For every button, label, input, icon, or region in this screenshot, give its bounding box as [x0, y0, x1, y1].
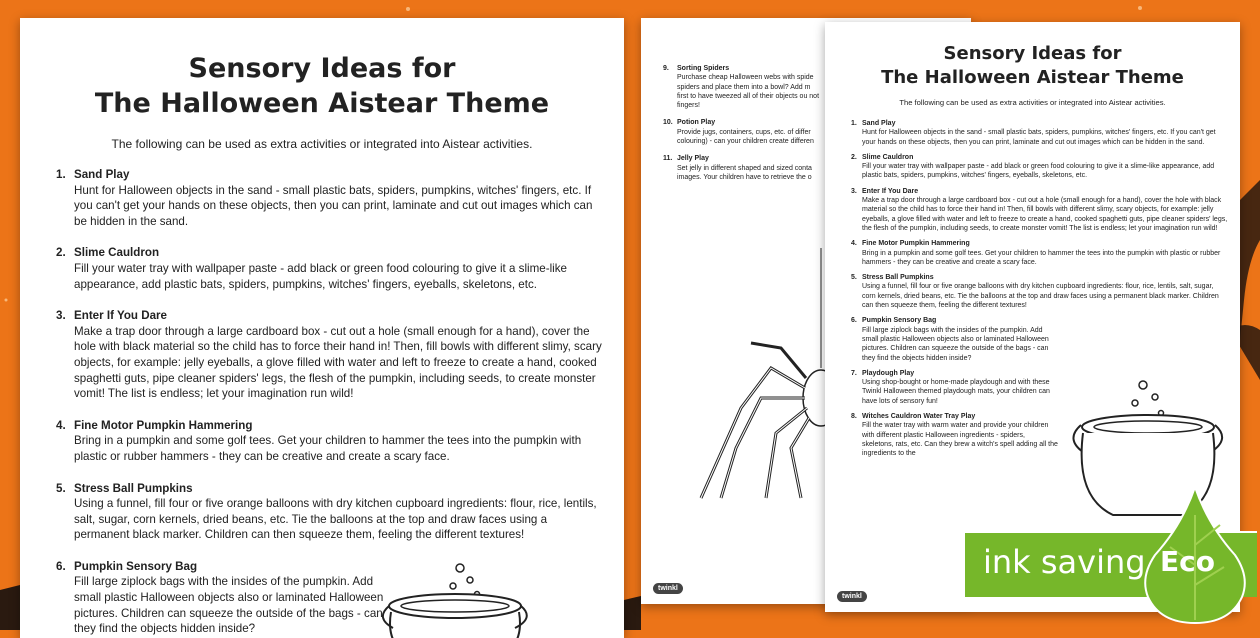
list-item: [56, 308, 604, 402]
list-item: [56, 245, 604, 292]
item-number: 3.: [56, 309, 66, 323]
item-number: 8.: [851, 413, 857, 421]
item-number: 6.: [851, 317, 857, 325]
list-item: [56, 418, 604, 465]
item-number: 10.: [663, 119, 673, 127]
list-item: [851, 119, 1228, 147]
item-text: Hunt for Halloween objects in the sand - small plastic bats, spiders, pumpkins, witches' fingers, etc. If you can't get your hands on these objects, then you can print, laminate and cut out images which can be hidden in the sand.: [74, 183, 593, 228]
list-item: [663, 118, 821, 146]
list-item: [851, 187, 1228, 233]
intro-text: The following can be used as extra activities or integrated into Aistear activities.: [899, 98, 1166, 107]
item-text: Using a funnel, fill four or five orange balloons with dry kitchen cupboard ingredients: flour, rice, lentils, salt, sugar, corn kernels, dried beans, etc. Tie the balloons at the top and draw faces using a permanent black marker. Children can then squeeze them, feeling the different textures!: [74, 497, 597, 542]
item-title: Pumpkin Sensory Bag: [74, 559, 198, 573]
item-text: Fill large ziplock bags with the insides of the pumpkin. Add small plastic Halloween objects also or laminated Halloween pictures. Children can squeeze the outside of the bags - can they find the objects hidden inside?: [74, 575, 384, 636]
page-title: [20, 18, 624, 121]
item-title: Fine Motor Pumpkin Hammering: [862, 240, 970, 248]
item-title: Sand Play: [862, 120, 896, 127]
item-number: 5.: [56, 481, 66, 495]
item-title: Stress Ball Pumpkins: [74, 481, 193, 495]
item-title: Enter If You Dare: [74, 309, 167, 323]
item-title: Potion Play: [677, 119, 716, 127]
list-item: [56, 481, 604, 543]
item-title: Pumpkin Sensory Bag: [862, 317, 937, 325]
item-number: 11.: [663, 155, 673, 163]
item-text: Using shop-bought or home-made playdough and with these Twinkl Halloween themed playdough mats, your children can have lots of sensory fun!: [862, 379, 1050, 405]
item-title: Enter If You Dare: [862, 187, 919, 195]
item-text: Bring in a pumpkin and some golf tees. Get your children to hammer the tees into the pumpkin with plastic or rubber hammers - they can be creative and create a scary face.: [74, 434, 582, 463]
item-number: 9.: [663, 65, 669, 72]
item-title: Slime Cauldron: [862, 153, 914, 161]
title-line-1: Sensory Ideas for: [943, 43, 1122, 64]
item-text: Fill large ziplock bags with the insides of the pumpkin. Add small plastic Halloween objects also or laminated Halloween pictures. Children can squeeze the outside of the bags - can they find the objects hidden inside?: [862, 326, 1049, 362]
item-number: 4.: [851, 240, 857, 248]
item-number: 3.: [851, 187, 857, 195]
item-title: Fine Motor Pumpkin Hammering: [74, 418, 253, 432]
cauldron-illustration: [365, 558, 545, 638]
list-item: [663, 64, 821, 110]
title-line-2: The Halloween Aistear Theme: [881, 67, 1184, 88]
intro-text: The following can be used as extra activities or integrated into Aistear activities.: [111, 137, 533, 151]
item-title: Slime Cauldron: [74, 246, 160, 260]
worksheet-page-1: [20, 18, 624, 638]
item-number: 1.: [851, 120, 857, 127]
ink-saving-label: ink saving: [983, 543, 1146, 581]
item-text: Using a funnel, fill four or five orange balloons with dry kitchen cupboard ingredients: flour, rice, lentils, salt, sugar, corn kernels, dried beans, etc. Tie the balloons at the top and draw faces using a permanent black marker. Children can then squeeze them, feeling the different textures!: [862, 283, 1219, 310]
item-title: Witches Cauldron Water Tray Play: [862, 413, 976, 421]
list-item: [851, 273, 1228, 310]
twinkl-logo: twinkl: [653, 583, 683, 594]
item-text: Fill your water tray with wallpaper paste - add black or green food colouring to give it a slime-like appearance, add plastic bats, spiders, pumpkins, witches' fingers, eyeballs, skeletons, etc.: [74, 261, 567, 291]
list-item: [663, 154, 821, 182]
item-text: Make a trap door through a large cardboard box - cut out a hole (small enough for a hand), cover the hole with black material so the child has to force their hand in! Then, fill bowls with different slimy, scary objects, for example: jelly eyeballs, a glove filled with water and left to freeze to create a hand, cooked spaghetti guts, pipe cleaner spiders' legs, the flesh of the pumpkin, including seeds, to create monster vomit! The list is endless; let your imagination run wild!: [862, 197, 1228, 232]
item-number: 6.: [56, 559, 66, 573]
eco-label: Eco: [1160, 545, 1215, 578]
item-number: 2.: [851, 153, 857, 161]
item-text: Fill the water tray with warm water and provide your children with different plastic Halloween ingredients - spiders, skeletons, rats, etc. Can they brew a witch's spell adding all the ingredients to the: [862, 422, 1058, 458]
item-text: Purchase cheap Halloween webs with spide spiders and place them into a bowl? Add m first to have tweezed all of their objects ou not fingers!: [677, 74, 820, 110]
item-number: 5.: [851, 274, 857, 282]
list-item: [851, 153, 1228, 181]
twinkl-logo: twinkl: [837, 591, 867, 602]
item-text: Bring in a pumpkin and some golf tees. Get your children to hammer the tees into the pumpkin with plastic or rubber hammers - they can be creative and create a scary face.: [862, 249, 1221, 266]
list-item: [56, 167, 604, 229]
item-title: Playdough Play: [862, 369, 915, 377]
item-number: 2.: [56, 246, 66, 260]
page-title: [825, 22, 1240, 90]
item-text: Fill your water tray with wallpaper paste - add black or green food colouring to give it a slime-like appearance, add plastic bats, spiders, pumpkins, witches' fingers, eyeballs, skeletons, etc.: [862, 163, 1215, 180]
item-title: Sorting Spiders: [677, 65, 730, 72]
item-title: Sand Play: [74, 168, 130, 181]
item-title: Stress Ball Pumpkins: [862, 274, 934, 282]
title-line-1: Sensory Ideas for: [188, 53, 456, 84]
item-text: Hunt for Halloween objects in the sand - small plastic bats, spiders, pumpkins, witches' fingers, etc. If you can't get your hands on these objects, then you can print, laminate and cut out images which can be hidden in the sand.: [862, 129, 1216, 146]
item-title: Jelly Play: [677, 155, 709, 163]
item-number: 4.: [56, 418, 66, 432]
item-text: Provide jugs, containers, cups, etc. of differ colouring) - can your children create differen: [677, 128, 814, 146]
item-number: 7.: [851, 369, 857, 377]
item-text: Make a trap door through a large cardboard box - cut out a hole (small enough for a hand), cover the hole with black material so the child has to force their hand in! Then, fill bowls with different slimy, scary objects, for example: jelly eyeballs, a glove filled with water and left to freeze to create a hand, cooked spaghetti guts, pipe cleaner spiders' legs, the flesh of the pumpkin, including seeds, to create monster vomit! The list is endless; let your imagination run wild!: [74, 324, 602, 401]
title-line-2: The Halloween Aistear Theme: [94, 88, 550, 119]
spider-illustration: [681, 248, 831, 508]
list-item: [851, 239, 1228, 267]
item-number: 1.: [56, 168, 66, 181]
item-text: Set jelly in different shaped and sized conta images. Your children have to retrieve the o: [677, 164, 812, 181]
list-item: [851, 316, 1228, 362]
